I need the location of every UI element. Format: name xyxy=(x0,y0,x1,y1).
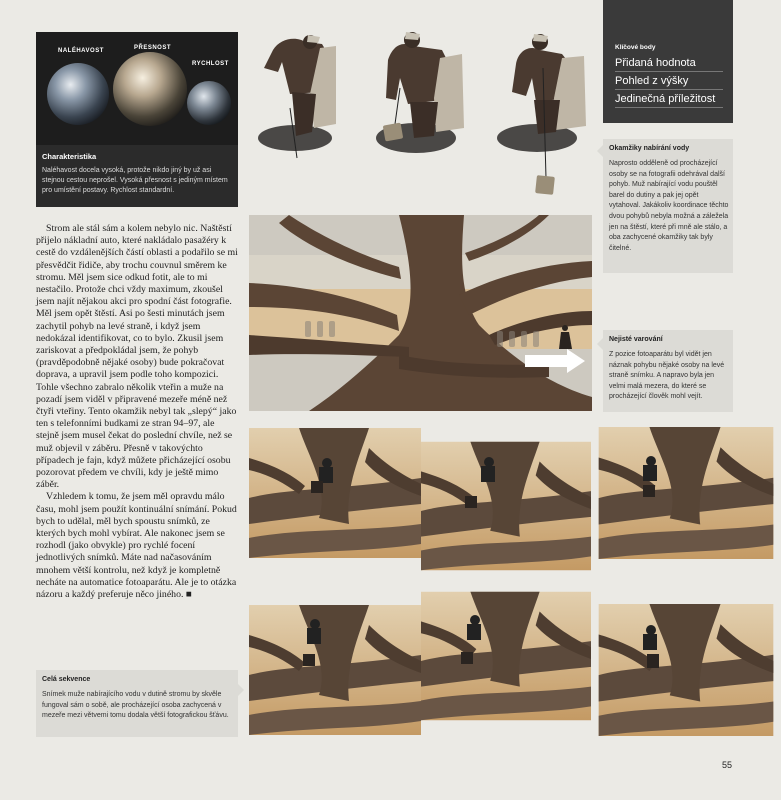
urgency-sphere xyxy=(47,63,109,125)
note-sequence-text: Snímek muže nabírajícího vodu v dutině stromu by skvěle fungoval sám o sobě, ale procházející osoba zachycená v mezeře mezi větvemi tomu dodala větší fotografickou šťávu. xyxy=(42,691,229,720)
figure-illustration-1 xyxy=(258,35,336,158)
key-points-title: Klíčové body xyxy=(615,44,656,51)
photo-frame-6 xyxy=(591,604,781,736)
note-pointer xyxy=(238,684,244,696)
tree-illustration xyxy=(249,215,592,411)
note-pointer xyxy=(597,338,603,350)
sphere-label-speed: RYCHLOST xyxy=(192,61,229,67)
note-uncertain-warning xyxy=(603,330,733,412)
body-paragraph: Vzhledem k tomu, že jsem měl opravdu málo času, mohl jsem použít kontinuální snímání. Pokud bych to udělal, měl bych spoustu snímků, ze kterých bych mohl vybírat. Ale nakonec jsem se rozhodl (jako obvykle) pro rychlé focení jednotlivých snímků. Máte nad načasováním mnohem větší kontrolu, než když je kompletně necháte na automatice fotoaparátu. Ale je to otázka názoru a každý preferuje něco jiného. ■ xyxy=(36,491,237,601)
photo-frame-3 xyxy=(591,427,781,559)
note-water-text: Naprosto odděleně od procházející osoby se na fotografii odehrával další pohyb. Muž nabírající vodu pouštěl barel do dutiny a pak jej opět vytahoval. Jakákoliv koordinace těchto dvou pohybů nebyla možná a záležela jen na štěstí, které při mně ale stálo, a oba zachycené okamžiky tak byly čitelné. xyxy=(609,160,729,252)
note-water-moments xyxy=(603,139,733,273)
characteristics-box xyxy=(36,32,238,207)
photo-frame-4 xyxy=(249,604,421,736)
note-water-title: Okamžiky nabírání vody xyxy=(609,145,690,152)
note-sequence-title: Celá sekvence xyxy=(42,676,91,683)
photo-frame-2 xyxy=(421,440,591,572)
photo-frame-1 xyxy=(249,427,421,559)
note-full-sequence xyxy=(36,670,238,737)
note-pointer xyxy=(597,145,603,157)
speed-sphere xyxy=(187,81,231,125)
body-text xyxy=(36,223,238,601)
sphere-label-urgency: NALÉHAVOST xyxy=(58,48,104,54)
key-point-item: Jedinečná příležitost xyxy=(615,93,723,108)
key-point-item: Přidaná hodnota xyxy=(615,57,723,72)
characteristics-text: Naléhavost docela vysoká, protože nikdo jiný by už asi stejnou cestou neprošel. Vysoká přesnost s jediným místem pro umístění postavy. Rychlost standardní. xyxy=(42,167,228,194)
note-warning-title: Nejisté varování xyxy=(609,336,663,343)
page-number: 55 xyxy=(722,760,733,770)
water-drawing-illustrations xyxy=(250,28,595,208)
key-points-box xyxy=(603,0,733,123)
figure-illustration-3 xyxy=(497,34,586,195)
body-paragraph: Strom ale stál sám a kolem nebylo nic. Naštěstí přijelo nákladní auto, které nakládalo pasažéry k cestě do vzdálenějších částí oblasti a podařilo se mi přesvědčit řidiče, aby trochu couvnul směrem ke stromu. Měl jsem sice odkud fotit, ale to mi nestačilo. Protože chci vždy maximum, zkoušel jsem najít nějakou akci pro spodní část fotografie. Měl jsem opět štěstí. Asi po šesti minutách jsem zachytil pohyb na levé straně, i když jsem nedokázal identifikovat, co to bylo. Zkusil jsem zariskovat a předpokládal jsem, že pohyb (pravděpodobně nějaké osoby) bude pokračovat doprava, a upravil jsem podle toho kompozici. Tohle všechno zabralo několik vteřin a muže na pozadí jsem viděl v připravené mezeře méně než čtyři vteřiny. Tento okamžik nebyl tak „slepý“ jako ten s telefonními budkami ze stran 94–97, ale stejně jsem musel čekat do poslední chvíle, než se muž objevil v záběru. Přesně v takovýchto případech je fajn, když můžete přicházející osobu pozorovat předem ve chvíli, kdy je ještě mimo záběr. xyxy=(36,223,238,491)
precision-sphere xyxy=(113,52,187,126)
figure-illustration-2 xyxy=(376,32,464,153)
sphere-label-precision: PŘESNOST xyxy=(134,45,172,51)
note-warning-text: Z pozice fotoaparátu byl vidět jen náznak pohybu nějaké osoby na levé straně snímku. A napravo byla jen velmi malá mezera, do které se procházející člověk mohl vejít. xyxy=(609,351,725,401)
key-point-item: Pohled z výšky xyxy=(615,75,723,90)
characteristics-title: Charakteristika xyxy=(42,152,97,161)
photo-frame-5 xyxy=(421,590,591,722)
characteristics-spheres xyxy=(36,32,238,145)
